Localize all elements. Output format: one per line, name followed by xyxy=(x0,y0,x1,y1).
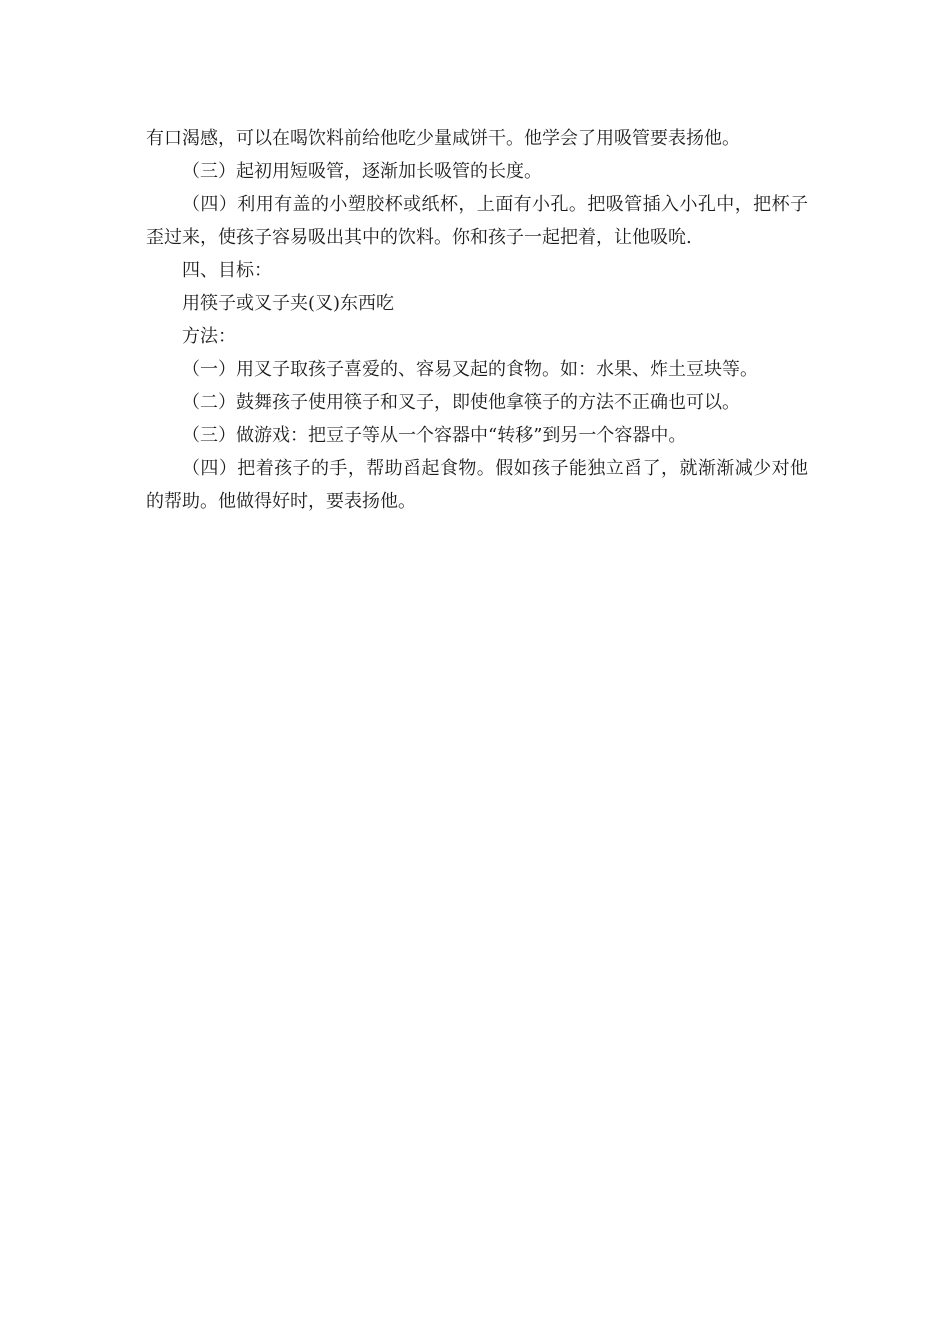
paragraph-step-4-cup: （四）利用有盖的小塑胶杯或纸杯，上面有小孔。把吸管插入小孔中，把杯子歪过来，使孩子容易吸出其中的饮料。你和孩子一起把着，让他吸吮. xyxy=(146,194,808,248)
method-item-4: （四）把着孩子的手，帮助舀起食物。假如孩子能独立舀了，就渐渐减少对他的帮助。他做得好时，要表扬他。 xyxy=(146,458,808,512)
method-item-1: （一）用叉子取孩子喜爱的、容易叉起的食物。如：水果、炸土豆块等。 xyxy=(182,359,758,380)
section-heading-goal: 四、目标： xyxy=(182,260,272,281)
goal-text: 用筷子或叉子夹(叉)东西吃 xyxy=(182,293,395,314)
method-item-2: （二）鼓舞孩子使用筷子和叉子，即使他拿筷子的方法不正确也可以。 xyxy=(182,392,740,413)
methods-heading: 方法： xyxy=(182,326,236,347)
paragraph-continued: 有口渴感，可以在喝饮料前给他吃少量咸饼干。他学会了用吸管要表扬他。 xyxy=(146,128,740,149)
paragraph-step-3-straw: （三）起初用短吸管，逐渐加长吸管的长度。 xyxy=(182,161,542,182)
document-body xyxy=(146,122,808,518)
method-item-3: （三）做游戏：把豆子等从一个容器中“转移”到另一个容器中。 xyxy=(182,425,687,446)
